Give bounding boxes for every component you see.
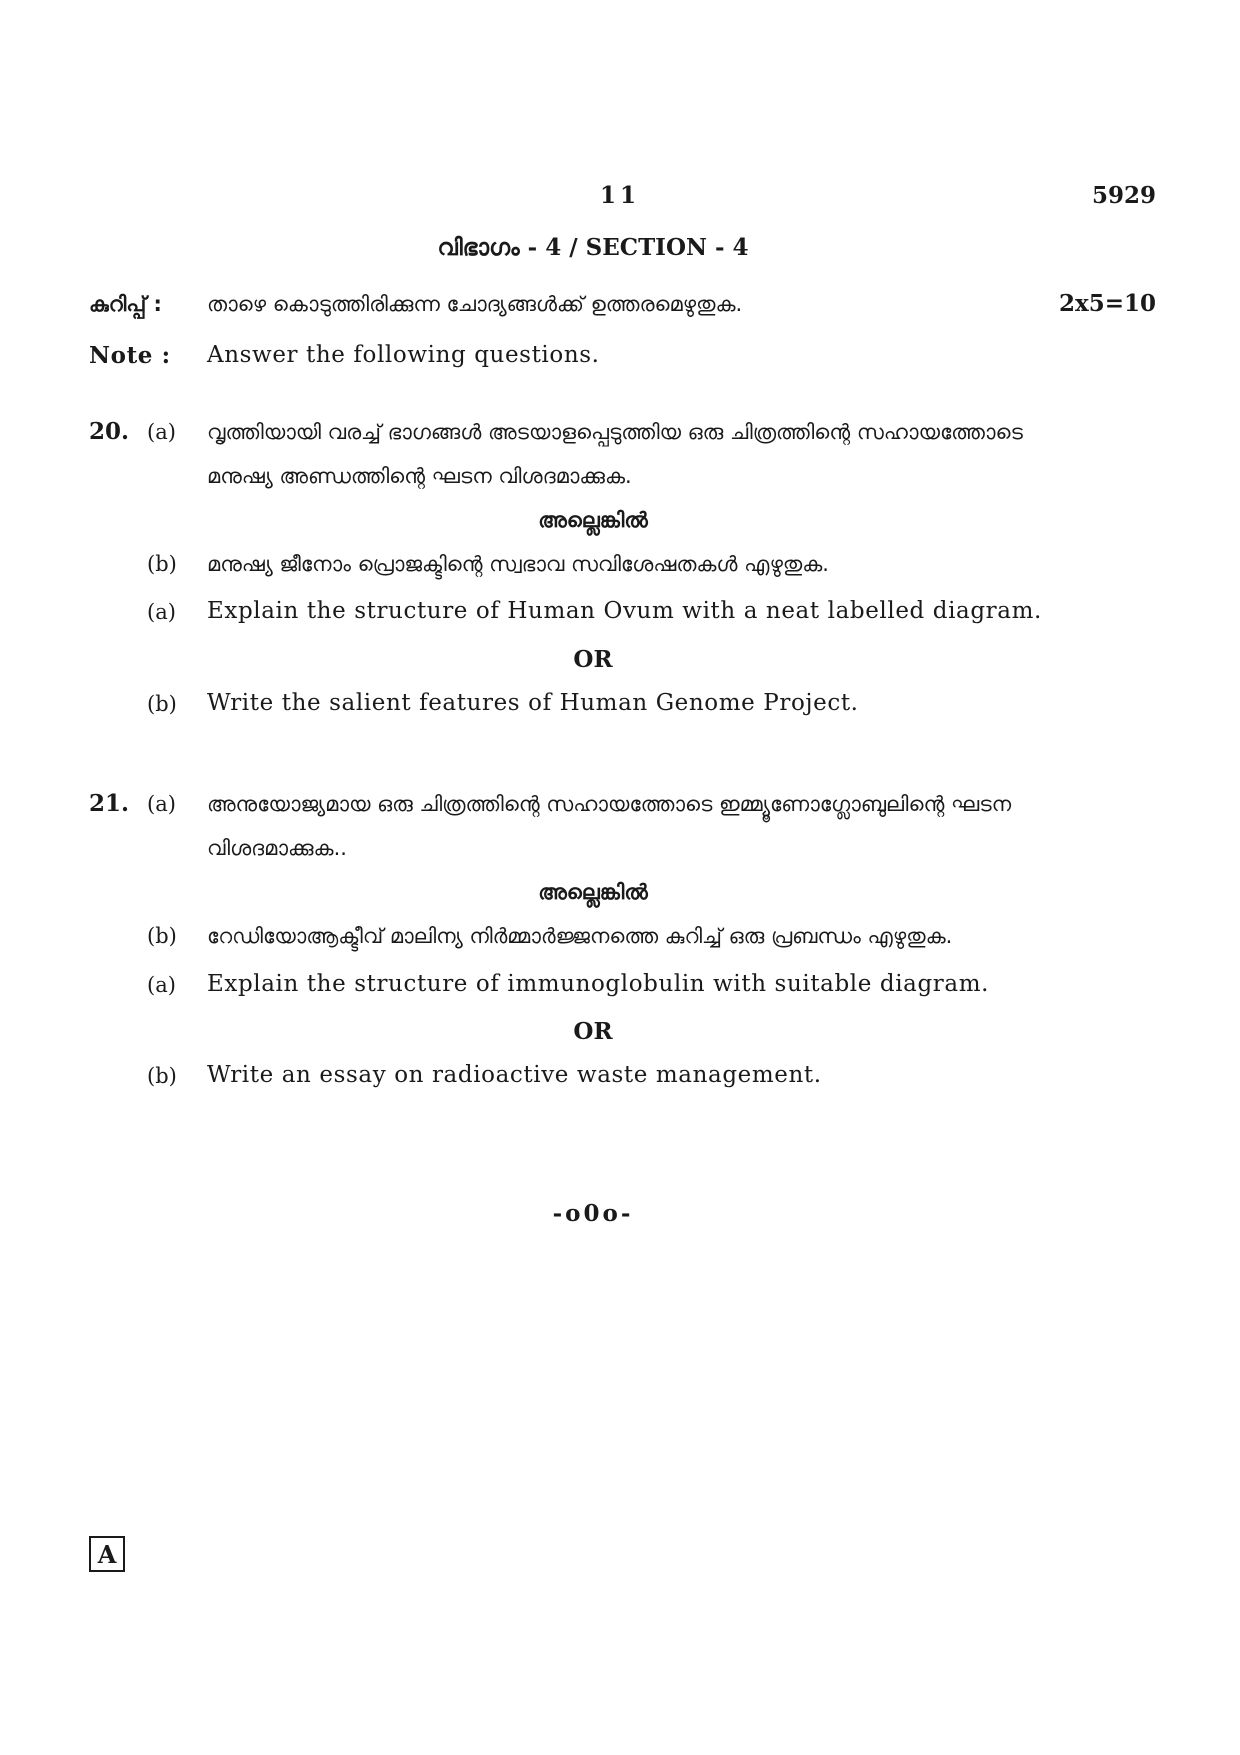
option-a-label: (a): [147, 600, 176, 624]
option-b-label: (b): [147, 1064, 177, 1088]
question-number: 21.: [89, 790, 130, 817]
q20-ml-a-line2: മനുഷ്യ അണ്ഡത്തിന്റെ ഘടന വിശദമാക്കുക.: [207, 464, 632, 488]
option-b-label: (b): [147, 552, 177, 576]
option-a-label: (a): [147, 973, 176, 997]
note-text-ml: താഴെ കൊടുത്തിരിക്കുന്ന ചോദ്യങ്ങൾക്ക് ഉത്തരമെഴുതുക.: [207, 292, 743, 316]
q20-or-en: OR: [573, 646, 613, 673]
version-box: A: [89, 1536, 125, 1572]
q21-en-b: Write an essay on radioactive waste management.: [207, 1062, 822, 1088]
page-number: 11: [600, 182, 641, 209]
q20-en-a: Explain the structure of Human Ovum with a neat labelled diagram.: [207, 598, 1042, 624]
q21-ml-a-line1: അനുയോജ്യമായ ഒരു ചിത്രത്തിന്റെ സഹായത്തോടെ ഇമ്മ്യൂണോഗ്ലോബുലിന്റെ ഘടന: [207, 792, 1012, 816]
end-mark: -o0o-: [552, 1200, 634, 1227]
q21-ml-a-line2: വിശദമാക്കുക..: [207, 836, 347, 860]
note-text-en: Answer the following questions.: [207, 342, 600, 368]
marks-allocation: 2x5=10: [1059, 290, 1156, 317]
question-number: 20.: [89, 418, 130, 445]
q21-or-en: OR: [573, 1018, 613, 1045]
note-label-ml: കുറിപ്പ് :: [89, 292, 162, 316]
q20-en-b: Write the salient features of Human Genome Project.: [207, 690, 859, 716]
q21-ml-b: റേഡിയോആക്ടീവ് മാലിന്യ നിർമ്മാർജ്ജനത്തെ കുറിച്ച് ഒരു പ്രബന്ധം എഴുതുക.: [207, 924, 953, 948]
option-a-label: (a): [147, 792, 176, 816]
q20-ml-b: മനുഷ്യ ജീനോം പ്രൊജക്ടിന്റെ സ്വഭാവ സവിശേഷതകൾ എഴുതുക.: [207, 552, 829, 576]
option-a-label: (a): [147, 420, 176, 444]
option-b-label: (b): [147, 692, 177, 716]
q21-en-a: Explain the structure of immunoglobulin with suitable diagram.: [207, 971, 990, 997]
section-title: വിഭാഗം - 4 / SECTION - 4: [437, 234, 749, 261]
q20-ml-a-line1: വൃത്തിയായി വരച്ച് ഭാഗങ്ങൾ അടയാളപ്പെടുത്തിയ ഒരു ചിത്രത്തിന്റെ സഹായത്തോടെ: [207, 420, 1023, 444]
note-label-en: Note :: [89, 342, 171, 369]
option-b-label: (b): [147, 924, 177, 948]
paper-code: 5929: [1091, 182, 1156, 209]
q20-or-ml: അല്ലെങ്കിൽ: [538, 508, 648, 532]
q21-or-ml: അല്ലെങ്കിൽ: [538, 880, 648, 904]
